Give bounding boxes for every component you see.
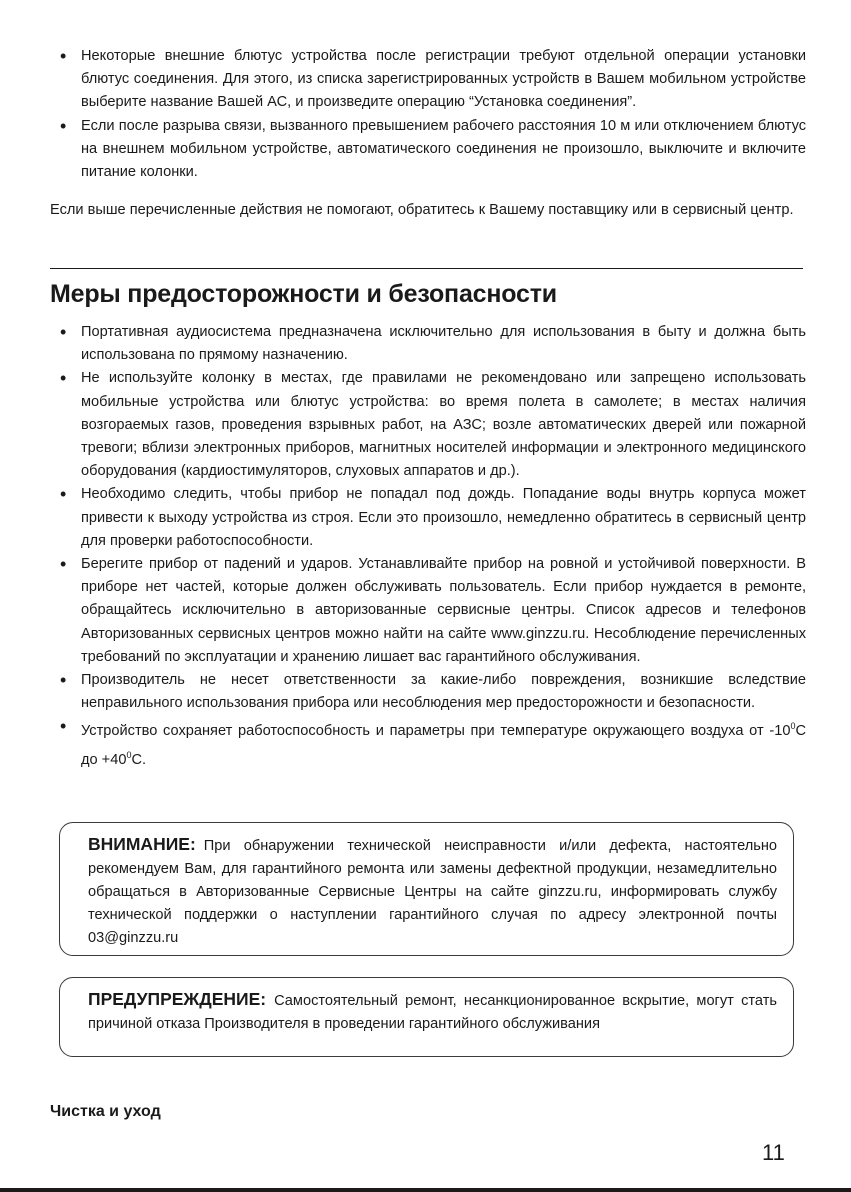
- warning-notice-text: [88, 988, 777, 1036]
- list-item: • Если после разрыва связи, вызванного превышением рабочего расстояния 10 м или отключением блютус на внешнем мобильном устройстве, автоматического соединения не произошло, выключите и включите питание колонки.: [50, 115, 806, 185]
- temperature-text-prefix: Устройство сохраняет работоспособность и параметры при температуре окружающего воздуха от -10: [81, 723, 791, 740]
- degree-superscript: 0: [126, 749, 132, 760]
- attention-notice-box: [59, 822, 794, 956]
- subsection-title: Чистка и уход: [50, 1103, 161, 1120]
- degree-superscript: 0: [790, 721, 796, 732]
- temperature-text-suffix: С.: [131, 751, 147, 768]
- attention-label: ВНИМАНИЕ:: [88, 834, 196, 854]
- contact-service-paragraph: Если выше перечисленные действия не помогают, обратитесь к Вашему поставщику или в сервисный центр.: [50, 202, 794, 218]
- list-item: • Портативная аудиосистема предназначена исключительно для использования в быту и должна быть использована по прямому назначению.: [50, 321, 806, 367]
- attention-body: При обнаружении технической неисправности и/или дефекта, настоятельно рекомендуем Вам, для гарантийного ремонта или замены дефектной продукции, незамедлительно обращаться в Авторизованные Сервисные Центры на сайте ginzzu.ru, информировать службу технической поддержки о наступлении гарантийного случая по адресу электронной почты 03@ginzzu.ru: [88, 838, 777, 946]
- page-bottom-edge: [0, 1188, 851, 1192]
- safety-precautions-list: [50, 321, 806, 772]
- temperature-text-middle: С до +40: [81, 723, 806, 768]
- list-item: • Берегите прибор от падений и ударов. Устанавливайте прибор на ровной и устойчивой поверхности. В приборе нет частей, которые должен обслуживать пользователь. Если прибор нуждается в ремонте, обращайтесь исключительно в авторизованные сервисные центры. Список адресов и телефонов Авторизованных сервисных центров можно найти на сайте www.ginzzu.ru. Несоблюдение перечисленных требований по эксплуатации и хранению лишает вас гарантийного обслуживания.: [50, 553, 806, 669]
- warning-notice-box: [59, 977, 794, 1057]
- section-title: Меры предосторожности и безопасности: [50, 280, 557, 308]
- temperature-list-item: [50, 715, 806, 771]
- warning-body: Самостоятельный ремонт, несанкционированное вскрытие, могут стать причиной отказа Производителя в проведении гарантийного обслуживания: [88, 993, 777, 1032]
- warning-label: ПРЕДУПРЕЖДЕНИЕ:: [88, 989, 267, 1009]
- attention-notice-text: [88, 833, 777, 950]
- list-item: • Некоторые внешние блютус устройства после регистрации требуют отдельной операции установки блютус соединения. Для этого, из списка зарегистрированных устройств в Вашем мобильном устройстве выберите название Вашей АС, и произведите операцию “Установка соединения”.: [50, 45, 806, 115]
- section-divider: [50, 268, 803, 269]
- page-number: 11: [762, 1140, 785, 1165]
- connection-tips-list: [50, 45, 806, 184]
- list-item: • Необходимо следить, чтобы прибор не попадал под дождь. Попадание воды внутрь корпуса может привести к выходу устройства из строя. Если это произошло, немедленно обратитесь в сервисный центр для проверки работоспособности.: [50, 483, 806, 553]
- list-item: • Не используйте колонку в местах, где правилами не рекомендовано или запрещено использовать мобильные устройства или блютус устройства: во время полета в самолете; в местах наличия возгораемых газов, проведения взрывных работ, на АЗС; возле автоматических дверей или пожарной тревоги; вблизи электронных приборов, магнитных носителей информации и электронного медицинского оборудования (кардиостимуляторов, слуховых аппаратов и др.).: [50, 367, 806, 483]
- list-item: • Производитель не несет ответственности за какие-либо повреждения, возникшие вследствие неправильного использования прибора или несоблюдения мер предосторожности и безопасности.: [50, 669, 806, 715]
